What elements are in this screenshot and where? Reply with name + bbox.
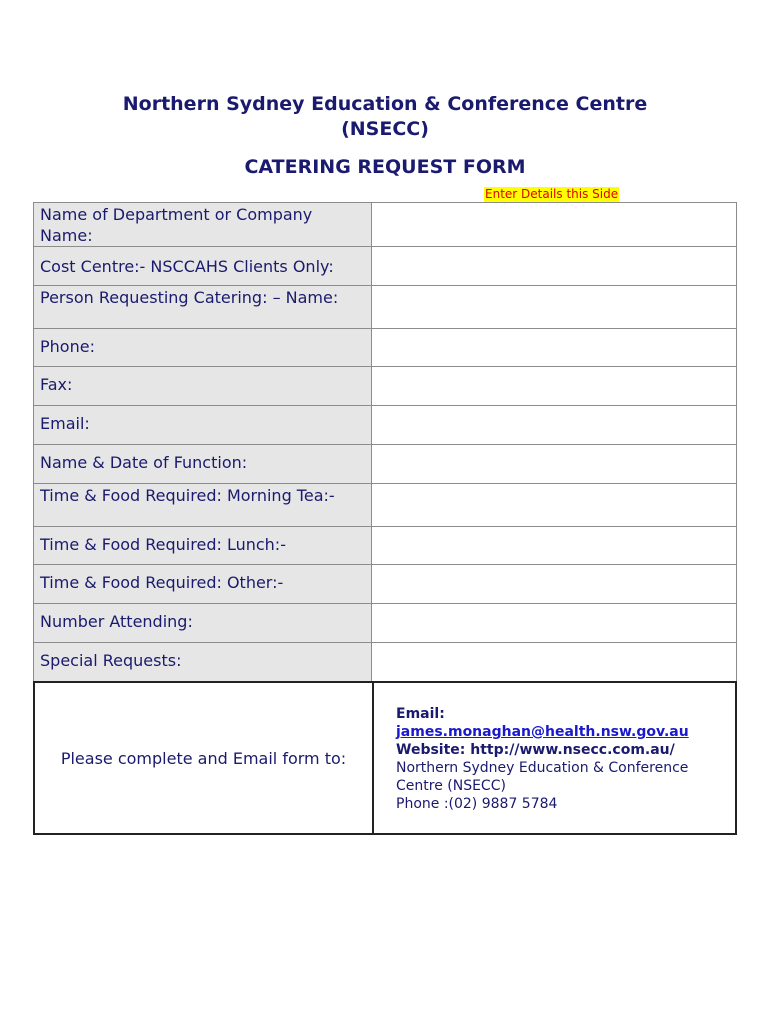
form-row	[34, 527, 737, 565]
form-row	[34, 367, 737, 406]
email-link[interactable]: james.monaghan@health.nsw.gov.au	[396, 724, 689, 740]
fax-input[interactable]	[372, 367, 737, 406]
field-label: Time & Food Required: Lunch:-	[34, 527, 372, 565]
org-line-2: Centre (NSECC)	[396, 778, 506, 794]
form-row	[34, 406, 737, 445]
field-label: Person Requesting Catering: – Name:	[34, 286, 372, 329]
lunch-input[interactable]	[372, 527, 737, 565]
form-row	[34, 247, 737, 286]
form-title: CATERING REQUEST FORM	[244, 156, 526, 178]
website-line	[396, 741, 735, 759]
contact-instruction: Please complete and Email form to:	[35, 683, 374, 833]
field-label: Number Attending:	[34, 604, 372, 643]
field-label: Phone:	[34, 329, 372, 367]
number-attending-input[interactable]	[372, 604, 737, 643]
contact-box	[33, 681, 737, 835]
email-input[interactable]	[372, 406, 737, 445]
field-label: Time & Food Required: Morning Tea:-	[34, 484, 372, 527]
morning-tea-input[interactable]	[372, 484, 737, 527]
form-row	[34, 643, 737, 682]
document-title	[0, 92, 770, 142]
phone-text: Phone :(02) 9887 5784	[396, 796, 558, 812]
contact-details	[374, 683, 735, 833]
form-row	[34, 565, 737, 604]
field-label: Name of Department or Company Name:	[34, 203, 372, 247]
field-label: Special Requests:	[34, 643, 372, 682]
form-row	[34, 445, 737, 484]
form-row	[34, 604, 737, 643]
enter-details-hint: Enter Details this Side	[485, 187, 619, 201]
form-row	[34, 329, 737, 367]
org-line-1: Northern Sydney Education & Conference	[396, 760, 689, 776]
other-food-input[interactable]	[372, 565, 737, 604]
field-label: Name & Date of Function:	[34, 445, 372, 484]
title-line-2: (NSECC)	[341, 118, 429, 140]
person-requesting-input[interactable]	[372, 286, 737, 329]
cost-centre-input[interactable]	[372, 247, 737, 286]
field-label: Cost Centre:- NSCCAHS Clients Only:	[34, 247, 372, 286]
department-input[interactable]	[372, 203, 737, 247]
field-label: Email:	[34, 406, 372, 445]
website-label: Website:	[396, 742, 466, 758]
form-row	[34, 484, 737, 527]
title-line-1: Northern Sydney Education & Conference Centre	[122, 93, 648, 115]
catering-request-table	[33, 202, 737, 682]
form-row	[34, 203, 737, 247]
special-requests-input[interactable]	[372, 643, 737, 682]
phone-input[interactable]	[372, 329, 737, 367]
field-label: Time & Food Required: Other:-	[34, 565, 372, 604]
form-row	[34, 286, 737, 329]
field-label: Fax:	[34, 367, 372, 406]
website-link[interactable]: http://www.nsecc.com.au/	[470, 742, 675, 758]
email-label: Email:	[396, 706, 445, 722]
function-input[interactable]	[372, 445, 737, 484]
